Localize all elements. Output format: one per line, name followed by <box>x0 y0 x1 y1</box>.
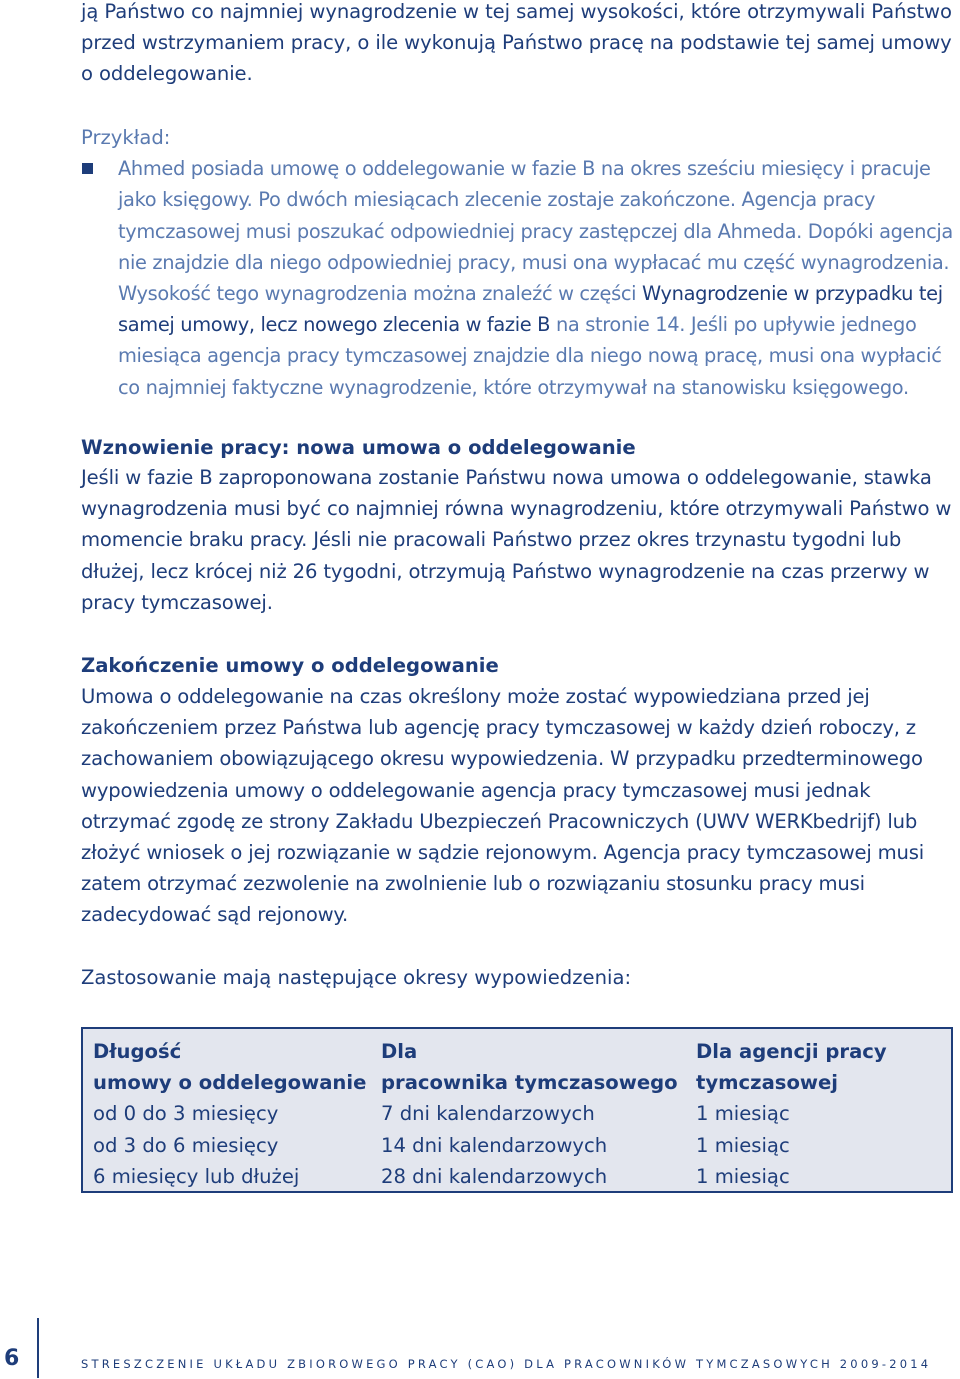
example-label: Przykład: <box>81 126 171 149</box>
square-bullet-icon <box>82 163 93 174</box>
footer-divider <box>37 1318 39 1378</box>
section-body-resumption: Jeśli w fazie B zaproponowana zostanie Państwu nowa umowa o oddelegowanie, stawka wynagrodzenia musi być co najmniej równa wynagrodzeniu, które otrzymywali Państwo w momencie braku pracy. Jésli nie pracowali Państwo przez okres trzynastu tygodni lub dłużej, lecz krócej niż 26 tygodni, otrzymują Państwo wynagrodzenie na czas przerwy w pracy tymczasowej. <box>81 466 952 614</box>
example-text-part1: Ahmed posiada umowę o oddelegowanie w fazie B na okres sześciu miesięcy i pracuje jako księgowy. Po dwóch miesiącach zlecenie zostaje zakończone. Agencja pracy tymczasowej musi poszukać odpowiedniej pracy zastępczej dla Ahmeda. Dopóki agencja nie znajdzie dla niego odpowiedniej pracy, musi ona wypłacać mu część wynagrodzenia. Wysokość tego wynagrodzenia można znaleźć w części <box>118 157 953 306</box>
table-header-cell: Dla pracownika tymczasowego <box>381 1040 678 1095</box>
table-cell: 1 miesiąc <box>696 1133 790 1157</box>
example-reference: Wynagrodzenie w przypadku tej samej umowy, lecz nowego zlecenia w fazie B <box>118 282 943 337</box>
table-cell: 6 miesięcy lub dłużej <box>93 1164 300 1188</box>
example-item <box>81 153 953 403</box>
table-cell: 1 miesiąc <box>696 1102 790 1126</box>
table-cell: od 3 do 6 miesięcy <box>93 1133 279 1157</box>
notice-period-grid <box>93 1036 946 1192</box>
example-block <box>81 122 953 403</box>
table-cell: 14 dni kalendarzowych <box>381 1133 608 1157</box>
table-cell: 1 miesiąc <box>696 1164 790 1188</box>
table-header-cell: Dla agencji pracy tymczasowej <box>696 1040 887 1095</box>
table-cell: od 0 do 3 miesięcy <box>93 1102 279 1126</box>
section-heading-resumption: Wznowienie pracy: nowa umowa o oddelegowanie <box>81 436 636 459</box>
table-header-cell: Długość umowy o oddelegowanie <box>93 1040 367 1095</box>
table-row <box>93 1130 946 1161</box>
page-number: 6 <box>4 1346 20 1371</box>
notice-intro: Zastosowanie mają następujące okresy wypowiedzenia: <box>81 966 632 989</box>
table-row <box>93 1098 946 1129</box>
table-row <box>93 1161 946 1192</box>
section-heading-termination: Zakończenie umowy o oddelegowanie <box>81 654 499 677</box>
page-footer <box>0 1346 960 1376</box>
table-header-row <box>93 1036 946 1098</box>
section-body-termination: Umowa o oddelegowanie na czas określony może zostać wypowiedziana przed jej zakończeniem przez Państwa lub agencję pracy tymczasowej w każdy dzień roboczy, z zachowaniem obowiązującego okresu wypowiedzenia. W przypadku przedterminowego wypowiedzenia umowy o oddelegowanie agencja pracy tymczasowej musi jednak otrzymać zgodę ze strony Zakładu Ubezpieczeń Pracowniczych (UWV WERKbedrijf) lub złożyć wniosek o jej rozwiązanie w sądzie rejonowym. Agencja pracy tymczasowej musi zatem otrzymać zezwolenie na zwolnienie lub o rozwiązaniu stosunku pracy musi zadecydować sąd rejonowy. <box>81 685 925 927</box>
table-cell: 28 dni kalendarzowych <box>381 1164 608 1188</box>
notice-period-table <box>81 1027 953 1193</box>
intro-paragraph: ją Państwo co najmniej wynagrodzenie w tej samej wysokości, które otrzymywali Państwo przed wstrzymaniem pracy, o ile wykonują Państwo pracę na podstawie tej samej umowy o oddelegowanie. <box>81 0 952 86</box>
table-cell: 7 dni kalendarzowych <box>381 1102 595 1126</box>
running-title: STRESZCZENIE UKŁADU ZBIOROWEGO PRACY (CAO) DLA PRACOWNIKÓW TYMCZASOWYCH 2009-2014 <box>81 1357 932 1371</box>
example-text-part2: na stronie 14. Jeśli po upływie jednego miesiąca agencja pracy tymczasowej znajdzie dla niego nową pracę, musi ona wypłacić co najmniej faktyczne wynagrodzenie, które otrzymywał na stanowisku księgowego. <box>118 313 942 399</box>
